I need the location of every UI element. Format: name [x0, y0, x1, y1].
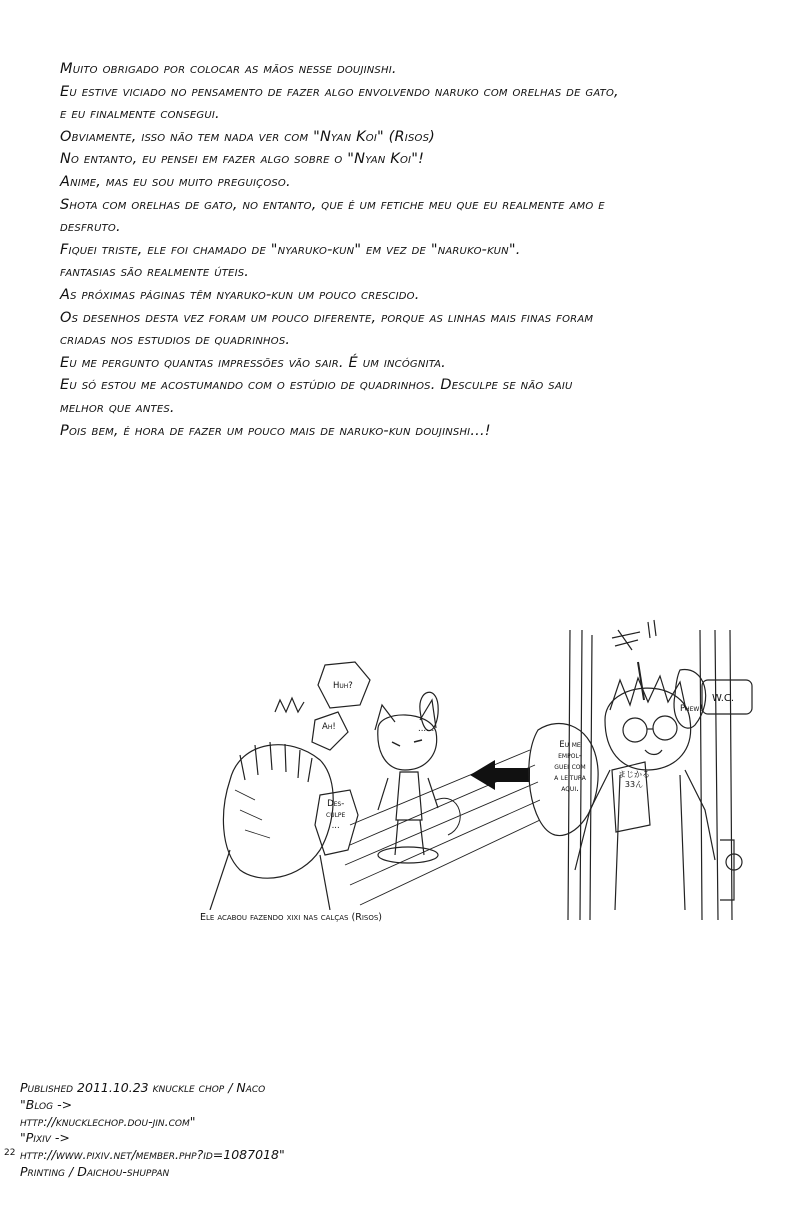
bubble-phew: Phew! [680, 704, 703, 714]
bubble-dots: ...... [418, 724, 435, 734]
illustration-caption: Ele acabou fazendo xixi nas calças (Risos) [200, 912, 382, 923]
bubble-sorry-line: culpe [326, 810, 346, 820]
afterword-line: desfruto. [60, 219, 121, 236]
bubble-sorry [326, 799, 345, 832]
credits-line: Published 2011.10.23 knuckle chop / Naco [20, 1080, 266, 1095]
bubble-sorry-line: Des- [327, 799, 345, 809]
afterword-line: Eu estive viciado no pensamento de fazer algo envolvendo naruko com orelhas de gato, [60, 83, 619, 100]
bubble-reading-line: empol- [558, 751, 582, 761]
credits-line: "Pixiv -> [20, 1130, 70, 1146]
bubble-ah: Ah! [322, 722, 336, 732]
afterword-line: e eu finalmente consegui. [60, 106, 220, 123]
bubble-reading [540, 740, 600, 795]
afterword-line: fantasias são realmente úteis. [60, 264, 250, 281]
bubble-reading-line: aqui. [561, 784, 579, 794]
credits-line: Printing / Daichou-shuppan [20, 1163, 170, 1179]
illustration-left [200, 650, 540, 910]
bubble-huh: Huh? [333, 681, 353, 691]
credits [20, 1080, 285, 1181]
book-title-line: まじかる [618, 770, 650, 779]
page-number: 22 [4, 1148, 16, 1158]
credits-line: http://www.pixiv.net/member.php?id=1087018" [20, 1147, 285, 1163]
bubble-sorry-line: ... [331, 821, 340, 831]
credits-line: http://knucklechop.dou-jin.com" [20, 1113, 196, 1129]
afterword-line: melhor que antes. [60, 399, 175, 416]
afterword-text [60, 58, 780, 442]
afterword-line: criadas nos estudios de quadrinhos. [60, 332, 291, 349]
afterword-line: Muito obrigado por colocar as mãos nesse doujinshi. [60, 61, 397, 77]
afterword-line: Anime, mas eu sou muito preguiçoso. [60, 173, 291, 190]
bubble-reading-line: guei com [554, 762, 586, 772]
book-title [618, 770, 650, 790]
afterword-line: No entanto, eu pensei em fazer algo sobre o "Nyan Koi"! [60, 151, 425, 168]
afterword-line: Pois bem, é hora de fazer um pouco mais de naruko-kun doujinshi...! [60, 422, 491, 439]
afterword-line: Os desenhos desta vez foram um pouco diferente, porque as linhas mais finas foram [60, 309, 594, 326]
afterword-line: Shota com orelhas de gato, no entanto, que é um fetiche meu que eu realmente amo e [60, 196, 605, 213]
sign-wc: W.C. [712, 693, 735, 704]
book-title-line: 33ん [624, 780, 644, 789]
bubble-reading-line: Eu me [559, 740, 581, 750]
afterword-line: Fiquei triste, ele foi chamado de "nyaruko-kun" em vez de "naruko-kun". [60, 241, 521, 258]
afterword-line: Obviamente, isso não tem nada ver com "Nyan Koi" (Risos) [60, 128, 435, 145]
afterword-line: Eu me pergunto quantas impressões vão sair. É um incógnita. [60, 354, 446, 371]
afterword-line: Eu só estou me acostumando com o estúdio de quadrinhos. Desculpe se não saiu [60, 377, 573, 394]
credits-line: "Blog -> [20, 1096, 73, 1112]
bubble-reading-line: a leitura [554, 773, 586, 783]
afterword-line: As próximas páginas têm nyaruko-kun um pouco crescido. [60, 286, 420, 303]
